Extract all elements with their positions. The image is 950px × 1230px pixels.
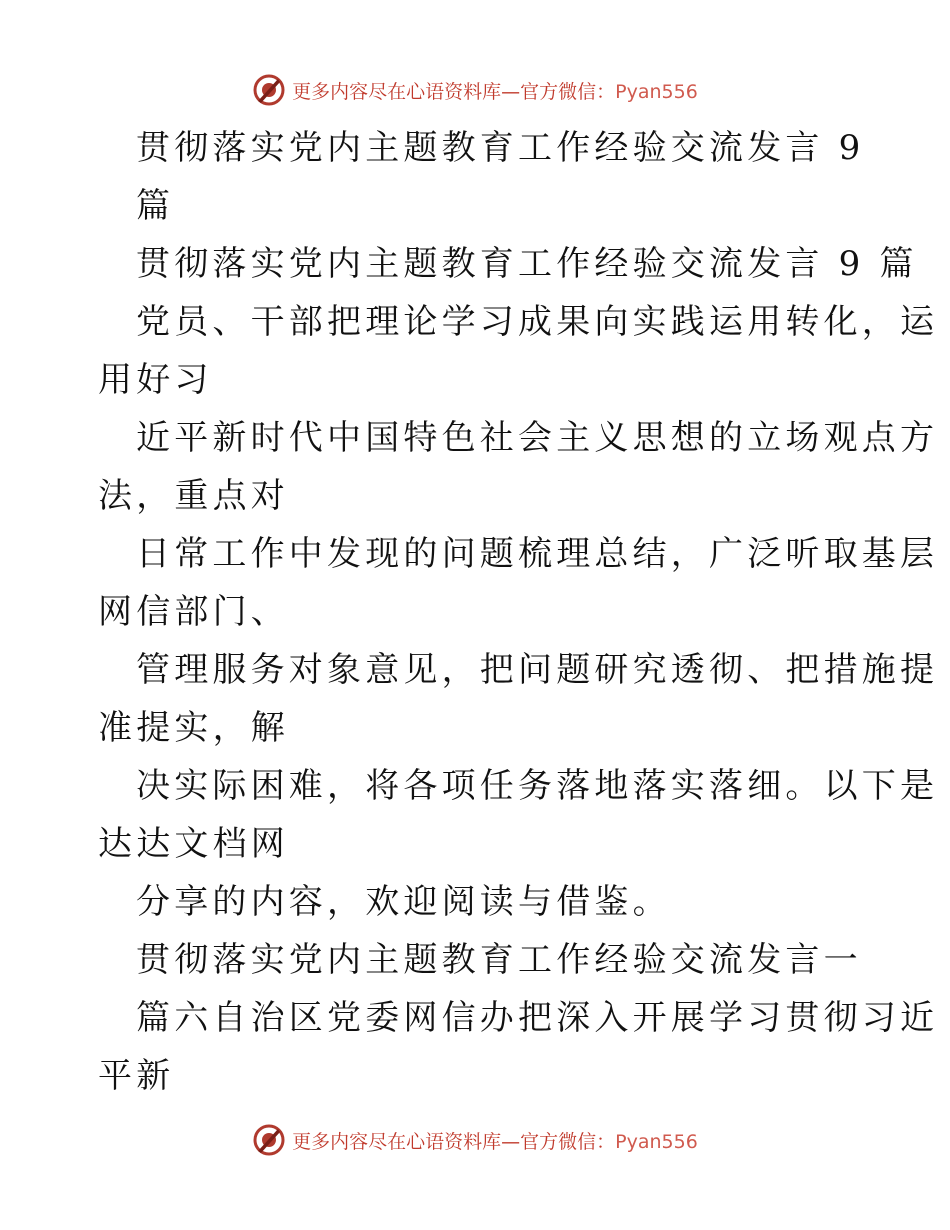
- doc-line: 贯彻落实党内主题教育工作经验交流发言 9: [136, 128, 865, 168]
- logo-icon: [252, 1123, 286, 1157]
- banner-text-main: 更多内容尽在心语资料库—官方微信：: [292, 80, 616, 103]
- doc-line: 贯彻落实党内主题教育工作经验交流发言 9 篇: [136, 244, 918, 284]
- footer-banner: [0, 1120, 950, 1160]
- doc-line: 法，重点对: [98, 476, 289, 516]
- doc-line: 日常工作中发现的问题梳理总结，广泛听取基层: [136, 534, 939, 574]
- doc-line: 用好习: [98, 360, 213, 400]
- doc-line: 决实际困难，将各项任务落地落实落细。以下是: [136, 766, 939, 806]
- doc-line: 准提实，解: [98, 708, 289, 748]
- doc-line: 篇六自治区党委网信办把深入开展学习贯彻习近: [136, 998, 939, 1038]
- doc-line: 达达文档网: [98, 824, 289, 864]
- banner-wechat-id: Pyan556: [615, 80, 698, 103]
- doc-line: 分享的内容，欢迎阅读与借鉴。: [136, 882, 671, 922]
- doc-line: 近平新时代中国特色社会主义思想的立场观点方: [136, 418, 939, 458]
- banner-text-main: 更多内容尽在心语资料库—官方微信：: [292, 1130, 616, 1153]
- banner-wechat-id: Pyan556: [615, 1130, 698, 1153]
- doc-line: 党员、干部把理论学习成果向实践运用转化，运: [136, 302, 939, 342]
- doc-line: 平新: [98, 1056, 175, 1096]
- doc-line: 贯彻落实党内主题教育工作经验交流发言一: [136, 940, 862, 980]
- doc-line: 篇: [136, 186, 175, 226]
- doc-line: 管理服务对象意见，把问题研究透彻、把措施提: [136, 650, 939, 690]
- doc-line: 网信部门、: [98, 592, 289, 632]
